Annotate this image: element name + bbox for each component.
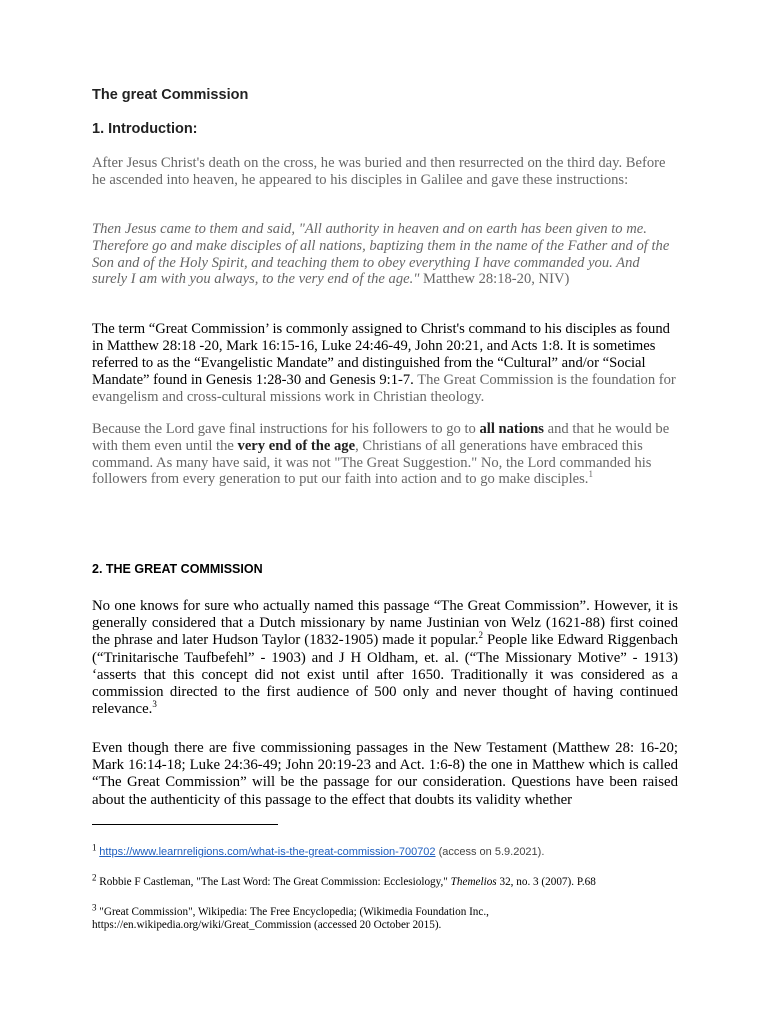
section-heading-introduction: 1. Introduction: [92,121,198,137]
footnote-1-access: (access on 5.9.2021). [435,846,545,858]
because-bold-all-nations: all nations [479,421,544,437]
scripture-quote-paragraph [92,221,678,288]
footnote-1-number: 1 [92,842,97,853]
naming-paragraph [92,598,678,718]
because-paragraph [92,421,678,488]
footnote-3-text: "Great Commission", Wikipedia: The Free Encyclopedia; (Wikimedia Foundation Inc., https://en.wikipedia.org/wiki/Great_Commission (accessed 20 October 2015). [92,906,489,932]
footnote-2 [92,872,678,889]
commissioning-passages-paragraph: Even though there are five commissioning passages in the New Testament (Matthew 28: 16-20; Mark 16:14-18; Luke 24:36-49; John 20:19-23 and Act. 1:6-8) the one in Matthew which is called “The Great Commission” will be the passage for our consideration. Questions have been raised about the authenticity of this passage to the effect that doubts its validity whether [92,740,678,808]
because-text-2: and that he would be with them even until the [92,421,670,454]
footnote-3-number: 3 [92,902,97,913]
term-paragraph [92,321,678,406]
section-heading-great-commission: 2. THE GREAT COMMISSION [92,562,263,576]
naming-text-2: People like Edward Riggenbach (“Trinitarische Taufbefehl” - 1903) and J H Oldham, et. al. (“The Missionary Motive” - 1913) ‘asserts that this concept did not exist until after 1650. Traditionally it was considered as a commission directed to the first audience of 500 only and never thought of having continued relevance. [92,632,678,718]
footnote-ref-1[interactable]: 1 [588,469,593,480]
footnote-2-rest: 32, no. 3 (2007). P.68 [496,876,596,888]
footnote-1 [92,842,678,859]
footnote-ref-2[interactable]: 2 [478,630,483,641]
footnote-2-text: Robbie F Castleman, "The Last Word: The Great Commission: Ecclesiology," [96,876,451,888]
footnote-2-number: 2 [92,872,97,883]
footnote-2-journal: Themelios [450,876,497,888]
footnote-ref-3[interactable]: 3 [152,699,157,710]
scripture-quote: Then Jesus came to them and said, "All authority in heaven and on earth has been given to me. Therefore go and make disciples of all nations, baptizing them in the name of the Father and of the Son and of the Holy Spirit, and teaching them to obey everything I have commanded you. And surely I am with you always, to the very end of the age." [92,221,670,288]
term-definition: The term “Great Commission’ is commonly assigned to Christ's command to his disciples as found in Matthew 28:18 -20, Mark 16:15-16, Luke 24:46-49, John 20:21, and Acts 1:8. It is sometimes referred to as the “Evangelistic Mandate” and distinguished from the “Cultural” and/or “Social Mandate” found in Genesis 1:28-30 and Genesis 9:1-7. [92,321,670,388]
scripture-reference: Matthew 28:18-20, NIV) [419,271,570,288]
term-foundation: The Great Commission is the foundation for evangelism and cross-cultural missions work in Christian theology. [92,372,676,405]
document-title: The great Commission [92,87,249,103]
footnote-divider [92,824,278,825]
footnote-3 [92,902,678,932]
because-text-1: Because the Lord gave final instructions for his followers to go to [92,421,480,437]
naming-text-1: No one knows for sure who actually named this passage “The Great Commission”. However, it is generally considered that a Dutch missionary by name Justinian von Welz (1621-88) first coined the phrase and later Hudson Taylor (1832-1905) made it popular. [92,598,678,649]
because-text-3: , Christians of all generations have embraced this command. As many have said, it was not "The Great Suggestion." No, the Lord commanded his followers from every generation to put our faith into action and to go make disciples. [92,437,652,488]
footnote-1-link[interactable]: https://www.learnreligions.com/what-is-the-great-commission-700702 [99,846,436,858]
because-bold-end-of-age: very end of the age [237,437,356,454]
intro-paragraph: After Jesus Christ's death on the cross, he was buried and then resurrected on the third day. Before he ascended into heaven, he appeared to his disciples in Galilee and gave these instructions: [92,155,666,188]
